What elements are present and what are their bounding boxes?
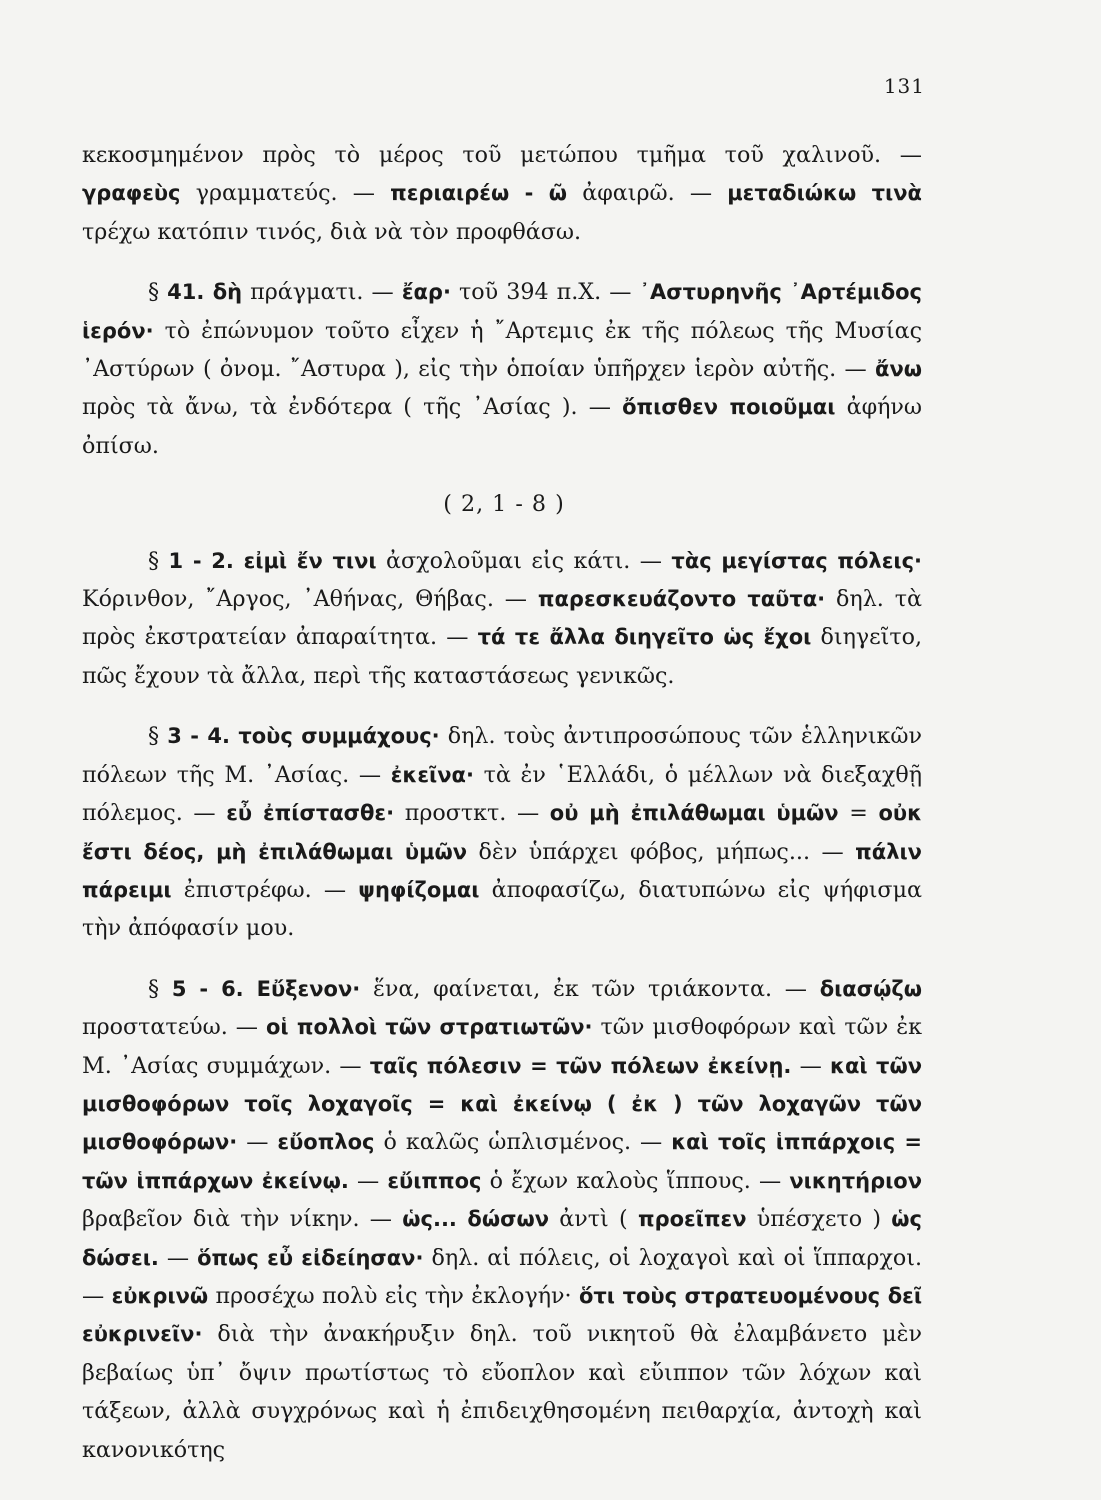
gloss-text: διὰ τὴν ἀνακήρυξιν δηλ. τοῦ νικητοῦ θὰ ἐλαμβάνετο μὲν βεβαίως ὑπ᾿ ὄψιν πρωτίστως τὸ εὔοπλον καὶ εὔιππον τῶν λόχων καὶ τάξεων, ἀλλὰ συγχρόνως καὶ ἡ ἐπιδειχθησομένη πειθαρχία, ἀντοχὴ καὶ κανονικότης (82, 1321, 922, 1463)
paragraph-continued (82, 136, 922, 251)
gloss-text: πράγματι. — (242, 279, 402, 306)
lemma-term: ἐκεῖνα· (390, 762, 474, 787)
gloss-text: § (148, 723, 168, 750)
lemma-term: οὐκ ἔστι δέος, μὴ ἐπιλάθωμαι ὑμῶν (82, 801, 923, 864)
page-text (82, 136, 922, 1469)
lemma-term: ταῖς πόλεσιν = τῶν πόλεων ἐκείνῃ. (369, 1053, 792, 1078)
gloss-text: τοῦ 394 π.Χ. — (450, 279, 640, 306)
gloss-text: — (348, 1167, 388, 1194)
gloss-text: ἕνα, φαίνεται, ἐκ τῶν τριάκοντα. — (360, 975, 820, 1002)
lemma-term: τά τε ἄλλα διηγεῖτο ὡς ἔχοι (477, 625, 812, 650)
gloss-text: ἐπιστρέφω. — (171, 876, 359, 903)
gloss-text: τὰ ἐν ῾Ελλάδι, ὁ μέλλων νὰ διεξαχθῇ πόλεμος. — (82, 761, 922, 827)
lemma-term: 5 - 6. Εὔξενον· (171, 976, 361, 1001)
gloss-text: δηλ. τοὺς ἀντιπροσώπους τῶν ἑλληνικῶν πόλεων τῆς Μ. ᾿Ασίας. — (82, 723, 922, 788)
paragraph-section-1-2 (82, 542, 922, 696)
lemma-term: 3 - 4. τοὺς συμμάχους· (167, 724, 440, 749)
gloss-text: — (791, 1052, 831, 1079)
gloss-text: δὲν ὑπάρχει φόβος, μήπως... — (467, 838, 856, 865)
lemma-term: ὅπως εὖ εἰδείησαν· (197, 1245, 424, 1270)
page-number: 131 (883, 74, 925, 98)
lemma-term: οἱ πολλοὶ τῶν στρατιωτῶν· (265, 1015, 593, 1040)
gloss-text: προσέχω πολὺ εἰς τὴν ἐκλογήν· (208, 1282, 579, 1309)
lemma-term: 41. δὴ (167, 280, 243, 305)
lemma-term: νικητήριον (789, 1168, 923, 1193)
lemma-term: εὔοπλος (277, 1130, 375, 1155)
gloss-text: γραμματεύς. — (180, 180, 391, 207)
paragraph-section-3-4 (82, 717, 922, 947)
gloss-text: τὸ ἐπώνυμον τοῦτο εἶχεν ἡ ῎Αρτεμις ἐκ τῆς πόλεως τῆς Μυσίας ᾿Αστύρων ( ὀνομ. ῎Αστυρα ), εἰς τὴν ὁποίαν ὑπῆρχεν ἱερὸν αὐτῆς. — (82, 317, 922, 383)
lemma-term: προεῖπεν (637, 1207, 747, 1232)
lemma-term: ἄνω (875, 357, 922, 382)
lemma-term: ψηφίζομαι (358, 877, 480, 902)
gloss-text: § (148, 279, 168, 306)
gloss-text: ὑπέσχετο ) (746, 1206, 892, 1233)
lemma-term: γραφεὺς (82, 181, 181, 206)
gloss-text: § (148, 547, 169, 574)
gloss-text: κεκοσμημένον πρὸς τὸ μέρος τοῦ μετώπου τμῆμα τοῦ χαλινοῦ. — (82, 142, 922, 168)
lemma-term: 1 - 2. εἰμὶ ἔν τινι (168, 548, 377, 573)
gloss-text: Κόρινθον, ῎Αργος, ᾿Αθήνας, Θήβας. — (82, 586, 538, 613)
lemma-term: ὡς... δώσων (402, 1207, 550, 1232)
gloss-text: δηλ. τὰ πρὸς ἐκστρατείαν ἀπαραίτητα. — (82, 586, 922, 651)
lemma-term: εὖ ἐπίστασθε· (226, 801, 395, 826)
lemma-term: ὡς δώσει. (82, 1207, 922, 1270)
gloss-text: ἀσχολοῦμαι εἰς κάτι. — (376, 547, 672, 574)
gloss-text: ὁ ἔχων καλοὺς ἵππους. — (481, 1167, 790, 1194)
gloss-text: βραβεῖον διὰ τὴν νίκην. — (82, 1206, 403, 1233)
lemma-term: ὄπισθεν ποιοῦμαι (622, 395, 836, 420)
lemma-term: πάλιν πάρειμι (82, 839, 922, 902)
gloss-text: τρέχω κατόπιν τινός, διὰ νὰ τὸν προφθάσω. (82, 218, 582, 245)
gloss-text: = (838, 800, 879, 827)
gloss-text: πρὸς τὰ ἄνω, τὰ ἐνδότερα ( τῆς ᾿Ασίας ). — (82, 394, 623, 421)
gloss-text: ἀφήνω ὀπίσω. (82, 394, 922, 459)
gloss-text: § (148, 975, 172, 1002)
lemma-term: οὐ μὴ ἐπιλάθωμαι ὑμῶν (549, 801, 839, 826)
lemma-term: εὐκρινῶ (111, 1283, 209, 1308)
gloss-text: προστκτ. — (394, 800, 550, 827)
gloss-text: ὁ καλῶς ὡπλισμένος. — (374, 1129, 672, 1156)
gloss-text: — (158, 1244, 198, 1271)
lemma-term: καὶ τῶν μισθοφόρων τοῖς λοχαγοῖς = καὶ ἐκείνῳ ( ἐκ ) τῶν λοχαγῶν τῶν μισθοφόρων· (82, 1053, 923, 1155)
gloss-text: διηγεῖτο, πῶς ἔχουν τὰ ἄλλα, περὶ τῆς καταστάσεως γενικῶς. (82, 624, 923, 689)
paragraph-section-41 (82, 273, 922, 465)
gloss-text: τῶν μισθοφόρων καὶ τῶν ἐκ Μ. ᾿Ασίας συμμάχων. — (82, 1014, 923, 1079)
lemma-term: τὰς μεγίστας πόλεις· (671, 548, 922, 573)
lemma-term: ἔαρ· (401, 280, 451, 305)
gloss-text: ἀφαιρῶ. — (567, 180, 728, 207)
lemma-term: καὶ τοῖς ἱππάρχοις = τῶν ἱππάρχων ἐκείνῳ. (82, 1130, 922, 1193)
lemma-term: διασῴζω (819, 976, 922, 1001)
lemma-term: μεταδιώκω τινὰ (727, 181, 922, 206)
lemma-term: περιαιρέω - ῶ (390, 181, 568, 206)
lemma-term: ᾿Αστυρηνῆς ᾿Αρτέμιδος ἱερόν· (82, 280, 922, 343)
lemma-term: παρεσκευάζοντο ταῦτα· (537, 587, 826, 612)
gloss-text: ἀντὶ ( (549, 1206, 638, 1233)
gloss-text: — (237, 1129, 278, 1156)
lemma-term: ὅτι τοὺς στρατευομένους δεῖ εὐκρινεῖν· (82, 1283, 922, 1347)
paragraph-section-5-6 (82, 970, 922, 1469)
gloss-text: προστατεύω. — (82, 1014, 266, 1041)
gloss-text: ἀποφασίζω, διατυπώνω εἰς ψήφισμα τὴν ἀπόφασίν μου. (82, 876, 922, 942)
section-heading: ( 2, 1 - 8 ) (443, 491, 565, 518)
gloss-text: δηλ. αἱ πόλεις, οἱ λοχαγοὶ καὶ οἱ ἵππαρχοι. — (82, 1244, 923, 1309)
lemma-term: εὔιππος (387, 1168, 482, 1193)
